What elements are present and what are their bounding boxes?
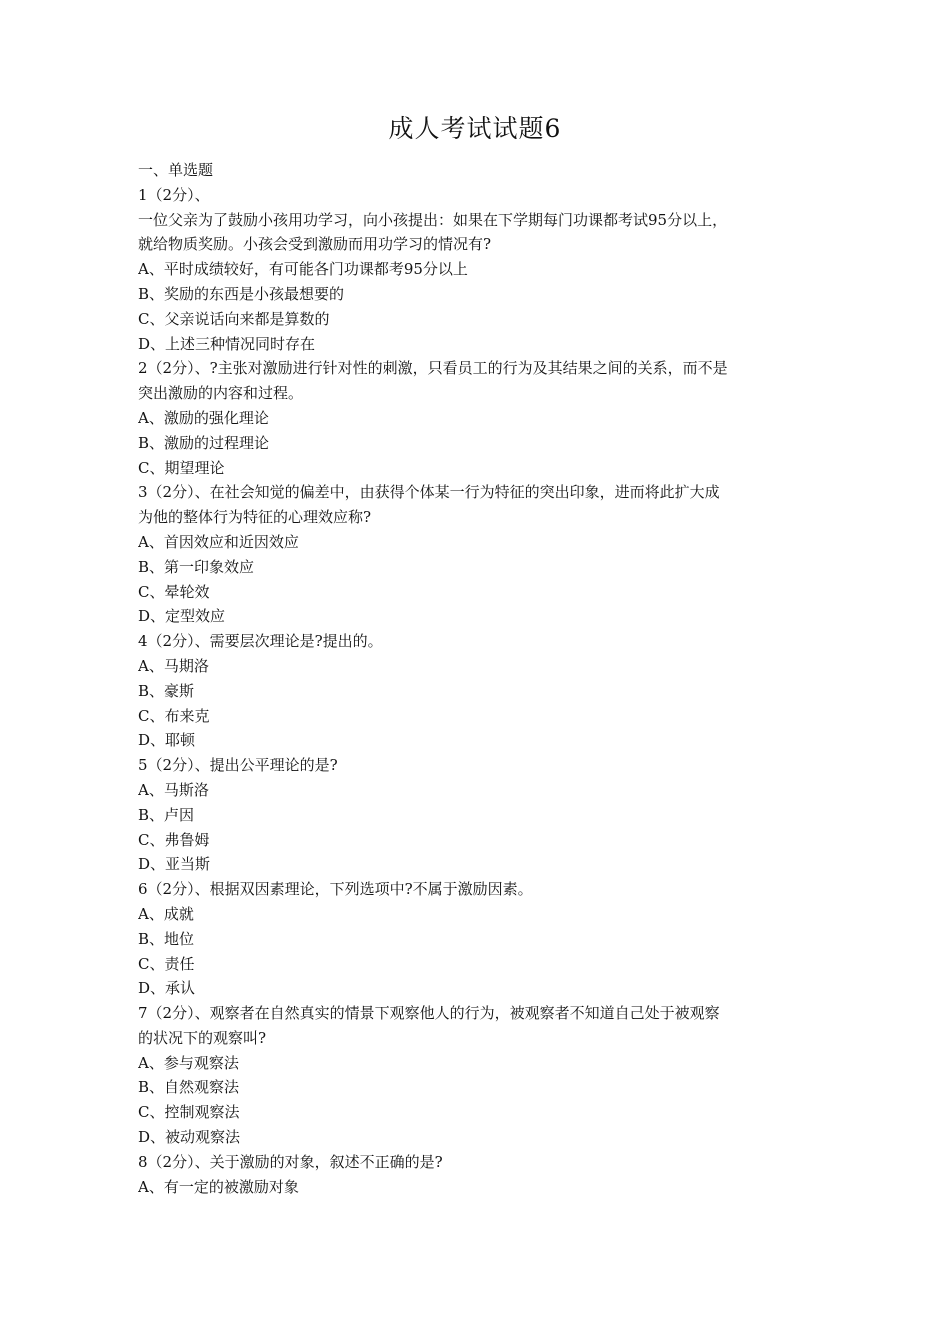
text-line: C、父亲说话向来都是算数的 (138, 309, 330, 328)
text-line: 2（2分）、?主张对激励进行针对性的刺激，只看员工的行为及其结果之间的关系，而不是 (138, 359, 728, 378)
text-line: 7（2分）、观察者在自然真实的情景下观察他人的行为，被观察者不知道自己处于被观察 (138, 1004, 720, 1023)
text-line: 的状况下的观察叫? (138, 1028, 267, 1047)
text-line: D、亚当斯 (138, 855, 211, 874)
page-title: 成人考试试题6 (388, 114, 562, 143)
text-line: B、第一印象效应 (138, 557, 255, 576)
text-line: A、成就 (138, 904, 194, 923)
text-line: C、弗鲁姆 (138, 830, 210, 849)
text-line: C、晕轮效 (138, 582, 210, 601)
text-line: B、激励的过程理论 (138, 433, 270, 452)
text-line: D、耶顿 (138, 731, 196, 750)
text-line: A、平时成绩较好，有可能各门功课都考95分以上 (138, 260, 468, 279)
text-line: D、被动观察法 (138, 1128, 241, 1147)
text-line: B、豪斯 (138, 681, 195, 700)
text-line: A、马期洛 (138, 656, 209, 675)
text-line: A、参与观察法 (138, 1053, 239, 1072)
text-line: 为他的整体行为特征的心理效应称? (138, 508, 372, 527)
text-line: A、有一定的被激励对象 (138, 1177, 299, 1196)
text-line: 6（2分）、根据双因素理论，下列选项中?不属于激励因素。 (138, 880, 533, 899)
text-line: D、上述三种情况同时存在 (138, 334, 316, 353)
text-line: C、责任 (138, 954, 195, 973)
text-line: 3（2分）、在社会知觉的偏差中，由获得个体某一行为特征的突出印象，进而将此扩大成 (138, 483, 720, 502)
text-line: B、自然观察法 (138, 1078, 240, 1097)
text-line: A、马斯洛 (138, 780, 209, 799)
text-line: A、激励的强化理论 (138, 408, 269, 427)
text-line: 突出激励的内容和过程。 (138, 384, 304, 403)
document-body (138, 158, 818, 1199)
text-line: B、卢因 (138, 805, 195, 824)
text-line: 就给物质奖励。小孩会受到激励而用功学习的情况有? (138, 235, 492, 254)
text-line: C、期望理论 (138, 458, 225, 477)
text-line: C、控制观察法 (138, 1103, 240, 1122)
text-line: D、定型效应 (138, 607, 226, 626)
text-line: 8（2分）、关于激励的对象，叙述不正确的是? (138, 1152, 443, 1171)
section-heading: 一、单选题 (138, 161, 214, 179)
text-line: C、布来克 (138, 706, 210, 725)
text-line: 4（2分）、需要层次理论是?提出的。 (138, 632, 383, 651)
text-line: 一位父亲为了鼓励小孩用功学习，向小孩提出：如果在下学期每门功课都考试95分以上， (138, 210, 728, 229)
text-line: B、奖励的东西是小孩最想要的 (138, 284, 345, 303)
text-line: D、承认 (138, 979, 196, 998)
text-line: B、地位 (138, 929, 195, 948)
text-line: A、首因效应和近因效应 (138, 532, 299, 551)
text-line: 5（2分）、提出公平理论的是? (138, 756, 338, 775)
text-line: 1（2分）、 (138, 185, 210, 204)
